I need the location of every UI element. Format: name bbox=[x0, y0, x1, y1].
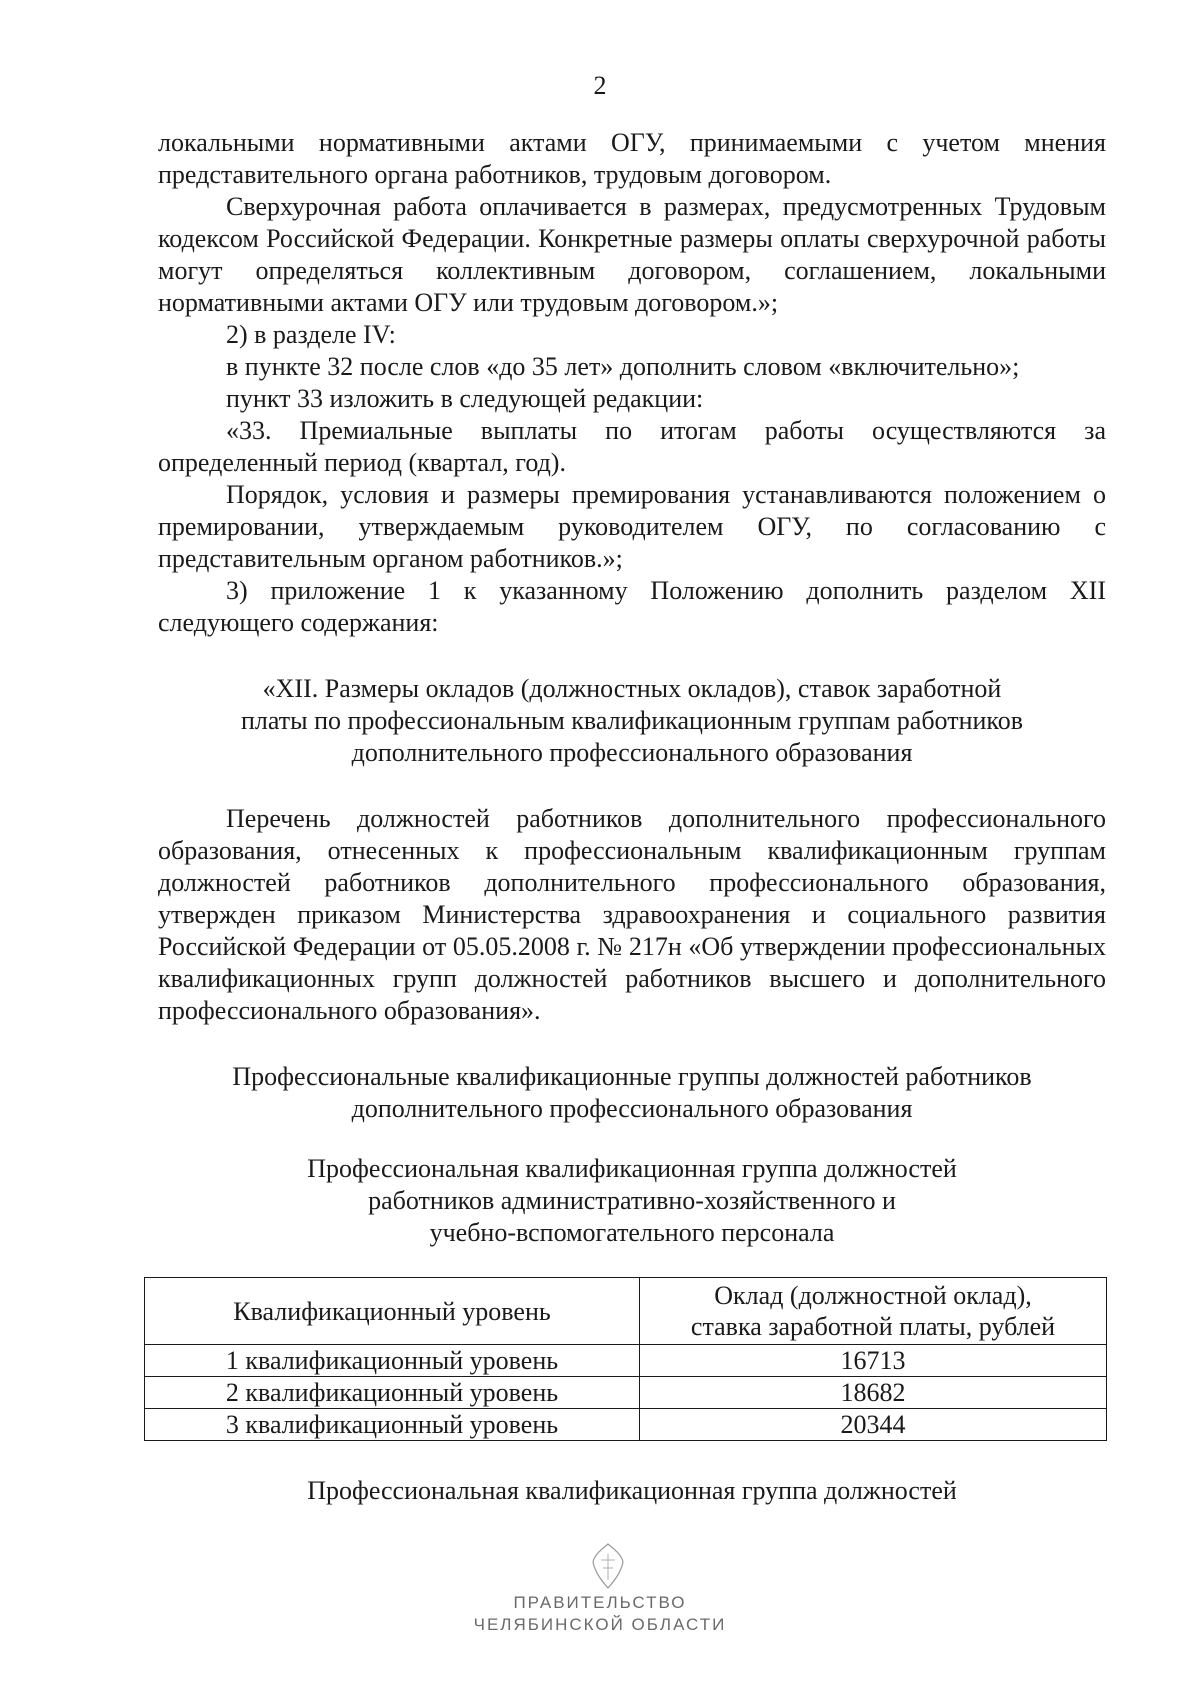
government-stamp bbox=[0, 1592, 1200, 1636]
table-row bbox=[145, 1377, 1107, 1409]
group-heading bbox=[158, 1153, 1106, 1249]
table-row bbox=[145, 1345, 1107, 1377]
section-heading-line: дополнительного профессионального образования bbox=[351, 738, 913, 767]
paragraph-overtime: Сверхурочная работа оплачивается в размерах, предусмотренных Трудовым кодексом Российской Федерации. Конкретные размеры оплаты сверхурочной работы могут определяться коллективным договором, соглашением, локальными нормативными актами ОГУ или трудовым договором.»; bbox=[158, 192, 1106, 317]
page-number: 2 bbox=[593, 71, 607, 100]
header-salary bbox=[640, 1278, 1107, 1345]
paragraph-appendix: 3) приложение 1 к указанному Положению дополнить разделом XII следующего содержания: bbox=[158, 576, 1106, 637]
group-heading-line: работников административно-хозяйственного и bbox=[368, 1186, 896, 1215]
next-heading: Профессиональная квалификационная группа должностей bbox=[307, 1476, 957, 1505]
paragraph-bonus-order: Порядок, условия и размеры премирования устанавливаются положением о премировании, утверждаемым руководителем ОГУ, по согласованию с представительным органом работников.»; bbox=[158, 480, 1106, 573]
header-qualification-level: Квалификационный уровень bbox=[145, 1278, 640, 1345]
groups-heading bbox=[158, 1061, 1106, 1125]
paragraph-bonus-payments: «33. Премиальные выплаты по итогам работы осуществляются за определенный период (квартал, год). bbox=[158, 416, 1106, 477]
section-heading-line: платы по профессиональным квалификационным группам работников bbox=[241, 706, 1023, 735]
salary-cell: 16713 bbox=[640, 1345, 1107, 1377]
paragraph-point-33: пункт 33 изложить в следующей редакции: bbox=[226, 384, 704, 413]
groups-heading-line: Профессиональные квалификационные группы должностей работников bbox=[232, 1062, 1032, 1091]
level-cell: 1 квалификационный уровень bbox=[145, 1345, 640, 1377]
salary-cell: 18682 bbox=[640, 1377, 1107, 1409]
stamp-line: ПРАВИТЕЛЬСТВО bbox=[513, 1593, 687, 1612]
stamp-line: ЧЕЛЯБИНСКОЙ ОБЛАСТИ bbox=[473, 1615, 727, 1634]
table-row bbox=[145, 1409, 1107, 1441]
level-cell: 3 квалификационный уровень bbox=[145, 1409, 640, 1441]
level-cell: 2 квалификационный уровень bbox=[145, 1377, 640, 1409]
table-header-row bbox=[145, 1278, 1107, 1345]
group-heading-line: учебно-вспомогательного персонала bbox=[429, 1218, 835, 1247]
paragraph-continuation: локальными нормативными актами ОГУ, принимаемыми с учетом мнения представительного органа работников, трудовым договором. bbox=[158, 128, 1106, 189]
document-body bbox=[158, 127, 1106, 1507]
paragraph-section-iv: 2) в разделе IV: bbox=[226, 320, 396, 349]
section-heading-line: «XII. Размеры окладов (должностных окладов), ставок заработной bbox=[262, 674, 1002, 703]
group-heading-line: Профессиональная квалификационная группа должностей bbox=[307, 1154, 957, 1183]
salary-table bbox=[144, 1277, 1107, 1441]
section-heading bbox=[158, 673, 1106, 769]
groups-heading-line: дополнительного профессионального образования bbox=[351, 1094, 913, 1123]
header-salary-line: Оклад (должностной оклад), bbox=[714, 1281, 1032, 1310]
paragraph-positions-list: Перечень должностей работников дополнительного профессионального образования, отнесенных к профессиональным квалификационным группам должностей работников дополнительного профессионального образования, утвержден приказом Министерства здравоохранения и социального развития Российской Федерации от 05.05.2008 г. № 217н «Об утверждении профессиональных квалификационных групп должностей работников высшего и дополнительного профессионального образования». bbox=[158, 804, 1106, 1025]
paragraph-point-32: в пункте 32 после слов «до 35 лет» дополнить словом «включительно»; bbox=[226, 352, 1020, 381]
header-salary-line: ставка заработной платы, рублей bbox=[690, 1312, 1056, 1341]
coat-of-arms-icon bbox=[585, 1540, 631, 1592]
salary-cell: 20344 bbox=[640, 1409, 1107, 1441]
